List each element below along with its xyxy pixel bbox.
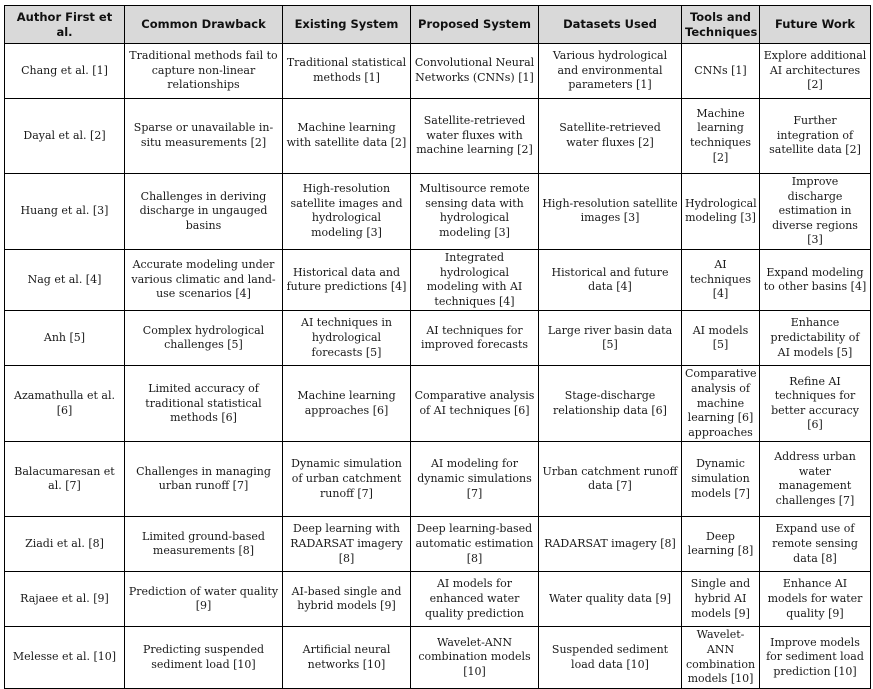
cell-author: Chang et al. [1] (5, 44, 125, 99)
table-row (5, 44, 871, 99)
cell-author: Azamathulla et al. [6] (5, 366, 125, 442)
cell-datasets-used: Suspended sediment load data [10] (539, 627, 682, 688)
cell-tools-techniques: Hydrological modeling [3] (682, 174, 760, 250)
cell-datasets-used: Various hydrological and environmental parameters [1] (539, 44, 682, 99)
cell-author: Huang et al. [3] (5, 174, 125, 250)
cell-datasets-used: Urban catchment runoff data [7] (539, 442, 682, 517)
cell-existing-system: Deep learning with RADARSAT imagery [8] (283, 517, 411, 572)
cell-common-drawback: Complex hydrological challenges [5] (125, 311, 283, 366)
cell-tools-techniques: AI techniques [4] (682, 249, 760, 310)
cell-future-work: Improve models for sediment load prediction [10] (760, 627, 871, 688)
table-row (5, 517, 871, 572)
cell-future-work: Enhance AI models for water quality [9] (760, 572, 871, 627)
header-author: Author First et al. (5, 6, 125, 44)
cell-proposed-system: AI techniques for improved forecasts (411, 311, 539, 366)
cell-common-drawback: Prediction of water quality [9] (125, 572, 283, 627)
cell-existing-system: Machine learning approaches [6] (283, 366, 411, 442)
cell-common-drawback: Challenges in managing urban runoff [7] (125, 442, 283, 517)
header-datasets-used: Datasets Used (539, 6, 682, 44)
cell-author: Rajaee et al. [9] (5, 572, 125, 627)
table-row (5, 627, 871, 688)
cell-datasets-used: High-resolution satellite images [3] (539, 174, 682, 250)
cell-existing-system: AI techniques in hydrological forecasts [5] (283, 311, 411, 366)
cell-tools-techniques: Deep learning [8] (682, 517, 760, 572)
table-row (5, 249, 871, 310)
cell-author: Ziadi et al. [8] (5, 517, 125, 572)
table-row (5, 174, 871, 250)
cell-common-drawback: Limited accuracy of traditional statistical methods [6] (125, 366, 283, 442)
cell-datasets-used: RADARSAT imagery [8] (539, 517, 682, 572)
cell-tools-techniques: Machine learning techniques [2] (682, 99, 760, 174)
cell-future-work: Expand use of remote sensing data [8] (760, 517, 871, 572)
cell-existing-system: Artificial neural networks [10] (283, 627, 411, 688)
cell-future-work: Expand modeling to other basins [4] (760, 249, 871, 310)
cell-proposed-system: Satellite-retrieved water fluxes with machine learning [2] (411, 99, 539, 174)
header-row (5, 6, 871, 44)
cell-tools-techniques: Single and hybrid AI models [9] (682, 572, 760, 627)
header-tools-techniques: Tools and Techniques (682, 6, 760, 44)
cell-tools-techniques: Wavelet-ANN combination models [10] (682, 627, 760, 688)
cell-author: Balacumaresan et al. [7] (5, 442, 125, 517)
cell-future-work: Address urban water management challenges [7] (760, 442, 871, 517)
table-row (5, 99, 871, 174)
cell-tools-techniques: Dynamic simulation models [7] (682, 442, 760, 517)
cell-author: Melesse et al. [10] (5, 627, 125, 688)
cell-author: Anh [5] (5, 311, 125, 366)
literature-table (4, 5, 871, 689)
header-proposed-system: Proposed System (411, 6, 539, 44)
cell-tools-techniques: CNNs [1] (682, 44, 760, 99)
cell-future-work: Enhance predictability of AI models [5] (760, 311, 871, 366)
table-row (5, 366, 871, 442)
cell-proposed-system: Comparative analysis of AI techniques [6] (411, 366, 539, 442)
cell-proposed-system: AI models for enhanced water quality prediction (411, 572, 539, 627)
header-future-work: Future Work (760, 6, 871, 44)
cell-existing-system: Traditional statistical methods [1] (283, 44, 411, 99)
header-existing-system: Existing System (283, 6, 411, 44)
table-row (5, 442, 871, 517)
cell-common-drawback: Challenges in deriving discharge in ungauged basins (125, 174, 283, 250)
cell-proposed-system: Deep learning-based automatic estimation [8] (411, 517, 539, 572)
cell-proposed-system: Multisource remote sensing data with hydrological modeling [3] (411, 174, 539, 250)
cell-datasets-used: Large river basin data [5] (539, 311, 682, 366)
table-row (5, 311, 871, 366)
cell-proposed-system: Convolutional Neural Networks (CNNs) [1] (411, 44, 539, 99)
cell-existing-system: Machine learning with satellite data [2] (283, 99, 411, 174)
cell-existing-system: High-resolution satellite images and hydrological modeling [3] (283, 174, 411, 250)
cell-future-work: Explore additional AI architectures [2] (760, 44, 871, 99)
cell-proposed-system: AI modeling for dynamic simulations [7] (411, 442, 539, 517)
cell-common-drawback: Traditional methods fail to capture non-linear relationships (125, 44, 283, 99)
cell-proposed-system: Integrated hydrological modeling with AI techniques [4] (411, 249, 539, 310)
cell-future-work: Further integration of satellite data [2] (760, 99, 871, 174)
cell-existing-system: AI-based single and hybrid models [9] (283, 572, 411, 627)
cell-future-work: Refine AI techniques for better accuracy [6] (760, 366, 871, 442)
cell-existing-system: Dynamic simulation of urban catchment runoff [7] (283, 442, 411, 517)
cell-common-drawback: Limited ground-based measurements [8] (125, 517, 283, 572)
cell-datasets-used: Historical and future data [4] (539, 249, 682, 310)
cell-common-drawback: Accurate modeling under various climatic and land-use scenarios [4] (125, 249, 283, 310)
cell-proposed-system: Wavelet-ANN combination models [10] (411, 627, 539, 688)
cell-datasets-used: Water quality data [9] (539, 572, 682, 627)
cell-existing-system: Historical data and future predictions [4] (283, 249, 411, 310)
cell-datasets-used: Stage-discharge relationship data [6] (539, 366, 682, 442)
cell-common-drawback: Sparse or unavailable in-situ measurements [2] (125, 99, 283, 174)
cell-author: Nag et al. [4] (5, 249, 125, 310)
cell-author: Dayal et al. [2] (5, 99, 125, 174)
cell-tools-techniques: Comparative analysis of machine learning [6] approaches (682, 366, 760, 442)
table-row (5, 572, 871, 627)
cell-datasets-used: Satellite-retrieved water fluxes [2] (539, 99, 682, 174)
cell-future-work: Improve discharge estimation in diverse regions [3] (760, 174, 871, 250)
cell-common-drawback: Predicting suspended sediment load [10] (125, 627, 283, 688)
cell-tools-techniques: AI models [5] (682, 311, 760, 366)
header-common-drawback: Common Drawback (125, 6, 283, 44)
